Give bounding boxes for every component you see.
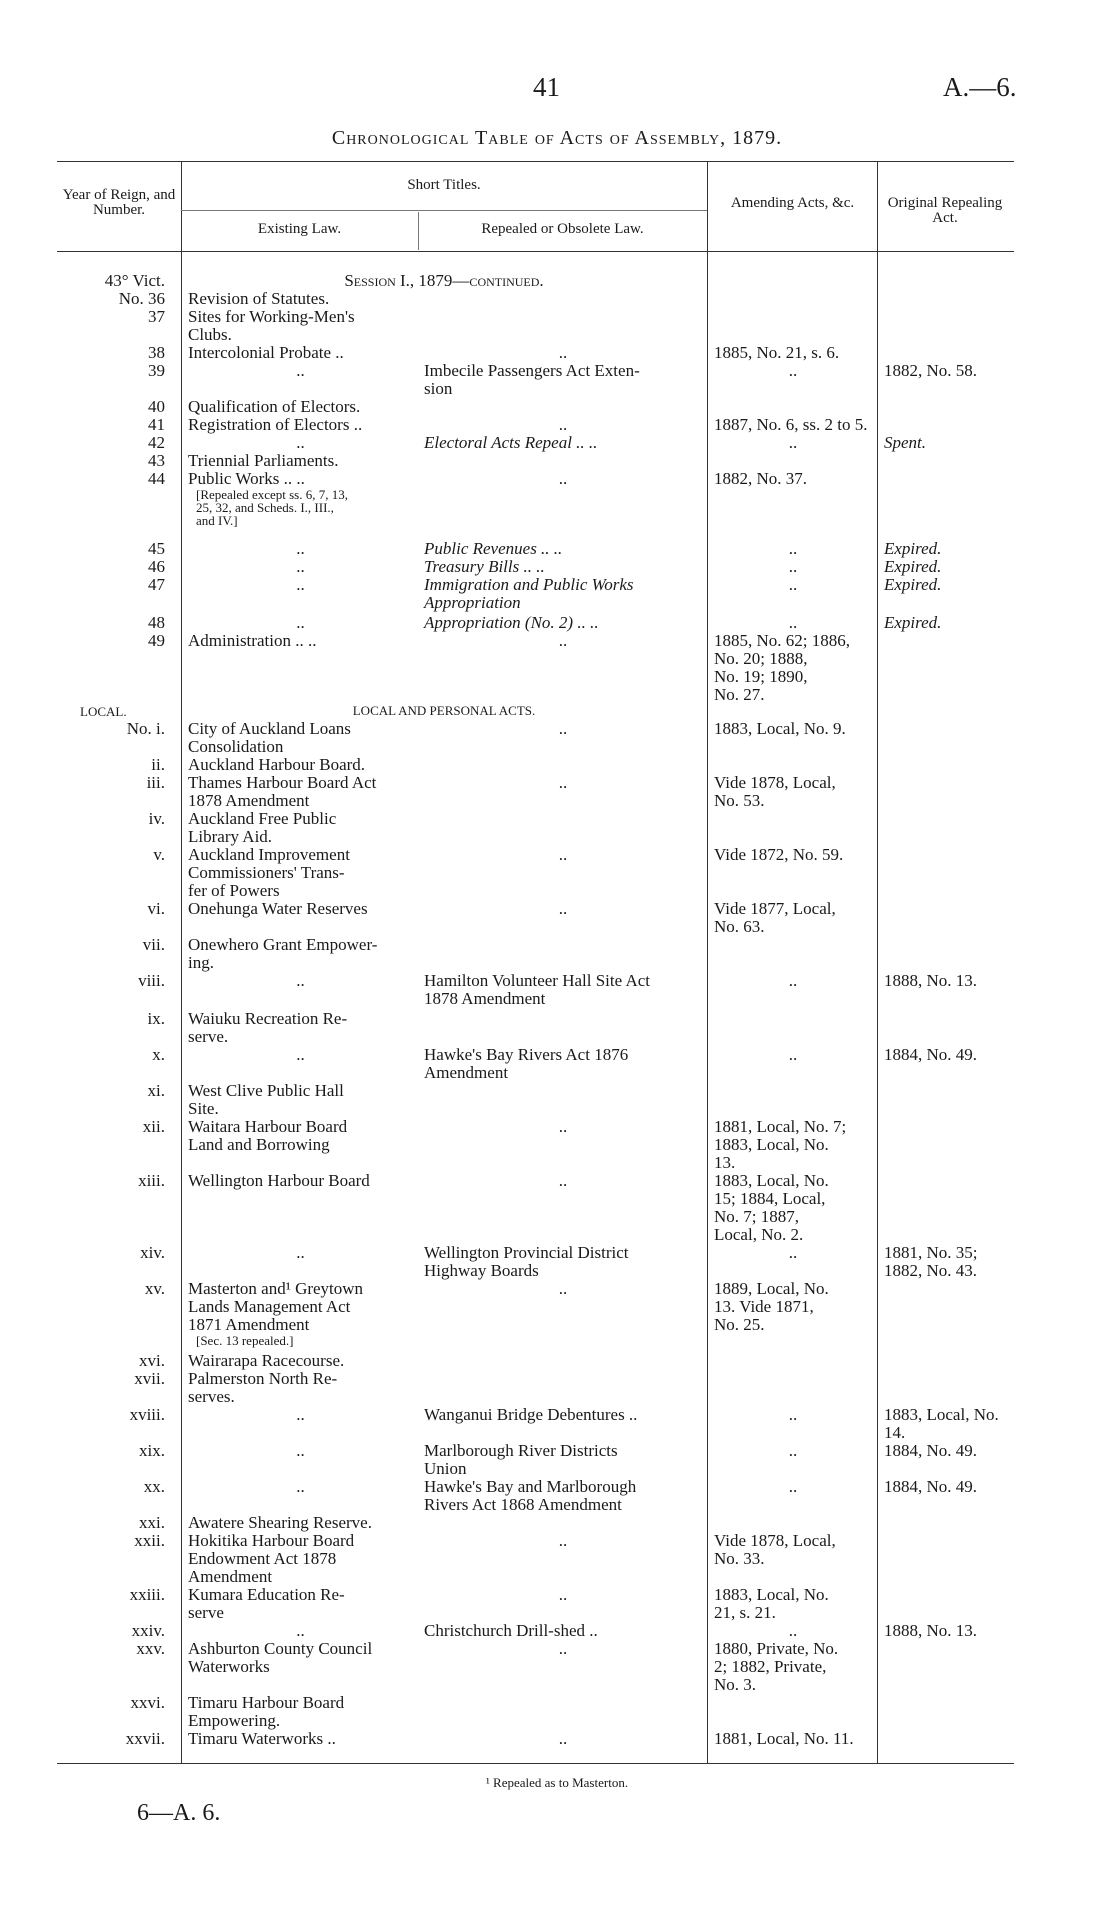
cell-am: 1880, Private, No. bbox=[714, 1639, 839, 1658]
cell-ex: Sites for Working-Men's bbox=[188, 307, 355, 326]
cell-ex: Kumara Education Re- bbox=[188, 1585, 345, 1604]
cell-no: xv. bbox=[144, 1279, 165, 1298]
cell-rep: Hawke's Bay Rivers Act 1876 bbox=[424, 1045, 629, 1064]
cell-ex: Awatere Shearing Reserve. bbox=[188, 1513, 372, 1532]
cell-am: 1883, Local, No. bbox=[714, 1171, 829, 1190]
cell-ex: Onehunga Water Reserves bbox=[188, 899, 368, 918]
cell-ex: Palmerston North Re- bbox=[188, 1369, 338, 1388]
cell-orig: 1882, No. 43. bbox=[884, 1261, 978, 1280]
cell-ex: West Clive Public Hall bbox=[188, 1081, 344, 1100]
cell-note: [Repealed except ss. 6, 7, 13, bbox=[196, 487, 348, 502]
cell-am: No. 33. bbox=[714, 1549, 765, 1568]
cell-ex: Library Aid. bbox=[188, 827, 273, 846]
cell-ex: .. bbox=[296, 971, 305, 990]
cell-note: 25, 32, and Scheds. I., III., bbox=[196, 500, 334, 515]
cell-am: .. bbox=[788, 1621, 798, 1640]
cell-ex: Wairarapa Racecourse. bbox=[188, 1351, 345, 1370]
column-divider bbox=[877, 161, 878, 1763]
cell-no: xxvi. bbox=[130, 1693, 165, 1712]
cell-am: .. bbox=[788, 1441, 798, 1460]
cell-am: 1883, Local, No. 9. bbox=[714, 719, 846, 738]
cell-ex: Onewhero Grant Empower- bbox=[188, 935, 378, 954]
cell-ex: .. bbox=[296, 1243, 305, 1262]
cell-ex: Intercolonial Probate .. bbox=[188, 343, 344, 362]
cell-rep: .. bbox=[558, 899, 568, 918]
cell-no: 47 bbox=[148, 575, 165, 594]
cell-rep: Amendment bbox=[424, 1063, 509, 1082]
cell-am: .. bbox=[788, 575, 798, 594]
footnote: ¹ Repealed as to Masterton. bbox=[485, 1775, 629, 1790]
cell-orig: 1882, No. 58. bbox=[884, 361, 978, 380]
cell-rep: Public Revenues .. .. bbox=[424, 539, 563, 558]
cell-ex: Empowering. bbox=[188, 1711, 281, 1730]
cell-orig: Expired. bbox=[884, 613, 942, 632]
cell-ex: Amendment bbox=[188, 1567, 273, 1586]
cell-rep: .. bbox=[558, 845, 568, 864]
cell-ex: .. bbox=[296, 1405, 305, 1424]
cell-am: .. bbox=[788, 613, 798, 632]
cell-no: iv. bbox=[148, 809, 165, 828]
cell-am: .. bbox=[788, 557, 798, 576]
page-number: 41 bbox=[533, 72, 560, 102]
cell-rep: .. bbox=[558, 1639, 568, 1658]
cell-am: Vide 1872, No. 59. bbox=[714, 845, 844, 864]
cell-ex: Waterworks bbox=[188, 1657, 270, 1676]
cell-am: 2; 1882, Private, bbox=[714, 1657, 827, 1676]
cell-am: .. bbox=[788, 539, 798, 558]
cell-ex: Site. bbox=[188, 1099, 219, 1118]
cell-am: .. bbox=[788, 1243, 798, 1262]
cell-orig: 1881, No. 35; bbox=[884, 1243, 978, 1262]
header-year: Year of Reign, and Number. bbox=[62, 187, 176, 218]
cell-no: xix. bbox=[139, 1441, 165, 1460]
cell-no: xxiii. bbox=[129, 1585, 165, 1604]
cell-ex: Auckland Improvement bbox=[188, 845, 350, 864]
cell-ex: Auckland Harbour Board. bbox=[188, 755, 366, 774]
cell-am: No. 63. bbox=[714, 917, 765, 936]
cell-no: No. 36 bbox=[118, 289, 165, 308]
cell-rep: .. bbox=[558, 343, 568, 362]
cell-rep: Appropriation bbox=[424, 593, 521, 612]
cell-no: xiv. bbox=[140, 1243, 165, 1262]
cell-am: Vide 1877, Local, bbox=[714, 899, 836, 918]
cell-am: 1889, Local, No. bbox=[714, 1279, 829, 1298]
cell-rep: Hamilton Volunteer Hall Site Act bbox=[424, 971, 651, 990]
cell-am: .. bbox=[788, 433, 798, 452]
cell-ex: Masterton and¹ Greytown bbox=[188, 1279, 364, 1298]
cell-ex: Clubs. bbox=[188, 325, 232, 344]
cell-no: xviii. bbox=[129, 1405, 165, 1424]
cell-ex: Timaru Harbour Board bbox=[188, 1693, 345, 1712]
cell-no: xxii. bbox=[134, 1531, 165, 1550]
cell-no: 49 bbox=[148, 631, 165, 650]
cell-ex: .. bbox=[296, 575, 305, 594]
document-reference: A.—6. bbox=[943, 72, 1017, 102]
cell-ex: .. bbox=[296, 433, 305, 452]
cell-no: v. bbox=[153, 845, 165, 864]
cell-ex: serves. bbox=[188, 1387, 235, 1406]
cell-no: xxiv. bbox=[131, 1621, 165, 1640]
cell-no: 42 bbox=[148, 433, 165, 452]
cell-no: xx. bbox=[143, 1477, 165, 1496]
cell-no: xii. bbox=[142, 1117, 165, 1136]
cell-orig: 1888, No. 13. bbox=[884, 971, 978, 990]
cell-ex: serve. bbox=[188, 1027, 229, 1046]
cell-no: vi. bbox=[147, 899, 165, 918]
cell-no: 48 bbox=[148, 613, 165, 632]
cell-am: .. bbox=[788, 361, 798, 380]
cell-am: 1881, Local, No. 7; bbox=[714, 1117, 847, 1136]
cell-ex: Waiuku Recreation Re- bbox=[188, 1009, 348, 1028]
header-short-titles: Short Titles. bbox=[407, 177, 481, 193]
page-title: Chronological Table of Acts of Assembly, 1879. bbox=[331, 127, 783, 149]
cell-rep: .. bbox=[558, 1117, 568, 1136]
cell-no: 38 bbox=[148, 343, 165, 362]
cell-am: No. 25. bbox=[714, 1315, 765, 1334]
cell-ex: Qualification of Electors. bbox=[188, 397, 361, 416]
column-divider bbox=[707, 161, 708, 1763]
cell-rep: Wellington Provincial District bbox=[424, 1243, 629, 1262]
cell-am: .. bbox=[788, 1405, 798, 1424]
cell-am: Vide 1878, Local, bbox=[714, 1531, 836, 1550]
cell-am: 21, s. 21. bbox=[714, 1603, 776, 1622]
cell-orig: Spent. bbox=[884, 433, 927, 452]
header-original: Original Repealing Act. bbox=[887, 195, 1003, 226]
cell-rep: .. bbox=[558, 415, 568, 434]
cell-ex: fer of Powers bbox=[188, 881, 280, 900]
cell-no: viii. bbox=[138, 971, 165, 990]
cell-rep: Hawke's Bay and Marlborough bbox=[424, 1477, 637, 1496]
cell-ex: Hokitika Harbour Board bbox=[188, 1531, 355, 1550]
cell-no: xvi. bbox=[139, 1351, 165, 1370]
cell-ex: .. bbox=[296, 1477, 305, 1496]
table-top-rule bbox=[57, 161, 1014, 162]
cell-rep: Appropriation (No. 2) .. .. bbox=[424, 613, 599, 632]
cell-ex: City of Auckland Loans bbox=[188, 719, 351, 738]
cell-am: No. 20; 1888, bbox=[714, 649, 808, 668]
cell-no: xi. bbox=[147, 1081, 165, 1100]
cell-rep: Treasury Bills .. .. bbox=[424, 557, 545, 576]
cell-ex: .. bbox=[296, 539, 305, 558]
table-bottom-rule bbox=[57, 1763, 1014, 1764]
cell-am: Local, No. 2. bbox=[714, 1225, 804, 1244]
cell-ex: Commissioners' Trans- bbox=[188, 863, 345, 882]
cell-am: 1883, Local, No. bbox=[714, 1135, 829, 1154]
cell-orig: 1884, No. 49. bbox=[884, 1045, 978, 1064]
cell-am: 1881, Local, No. 11. bbox=[714, 1729, 854, 1748]
cell-no: xxvii. bbox=[125, 1729, 165, 1748]
cell-am: No. 19; 1890, bbox=[714, 667, 808, 686]
cell-no: ix. bbox=[147, 1009, 165, 1028]
cell-am: 13. bbox=[714, 1153, 736, 1172]
header-repealed: Repealed or Obsolete Law. bbox=[481, 221, 644, 237]
cell-am: No. 27. bbox=[714, 685, 765, 704]
cell-note: and IV.] bbox=[196, 513, 238, 528]
cell-ex: Auckland Free Public bbox=[188, 809, 337, 828]
cell-no: 37 bbox=[148, 307, 165, 326]
cell-ex: 1878 Amendment bbox=[188, 791, 310, 810]
cell-ex: .. bbox=[296, 361, 305, 380]
cell-rep: Rivers Act 1868 Amendment bbox=[424, 1495, 622, 1514]
cell-am: 15; 1884, Local, bbox=[714, 1189, 826, 1208]
cell-rep: Highway Boards bbox=[424, 1261, 539, 1280]
cell-rep: .. bbox=[558, 719, 568, 738]
cell-no: 45 bbox=[148, 539, 165, 558]
cell-rep: Union bbox=[424, 1459, 467, 1478]
cell-rep: .. bbox=[558, 773, 568, 792]
cell-ex: .. bbox=[296, 613, 305, 632]
cell-rep: sion bbox=[424, 379, 453, 398]
cell-orig: 1884, No. 49. bbox=[884, 1477, 978, 1496]
cell-no: vii. bbox=[142, 935, 165, 954]
cell-am: No. 3. bbox=[714, 1675, 757, 1694]
cell-ex: ing. bbox=[188, 953, 214, 972]
cell-ex: Thames Harbour Board Act bbox=[188, 773, 377, 792]
cell-ex: .. bbox=[296, 557, 305, 576]
cell-am: 1885, No. 21, s. 6. bbox=[714, 343, 840, 362]
cell-no: xiii. bbox=[138, 1171, 165, 1190]
cell-am: 1882, No. 37. bbox=[714, 469, 808, 488]
cell-ex: Waitara Harbour Board bbox=[188, 1117, 348, 1136]
cell-am: 1883, Local, No. bbox=[714, 1585, 829, 1604]
cell-am: No. 7; 1887, bbox=[714, 1207, 799, 1226]
cell-orig: 1883, Local, No. bbox=[884, 1405, 999, 1424]
cell-ex: .. bbox=[296, 1441, 305, 1460]
signature-mark: 6—A. 6. bbox=[137, 1800, 221, 1826]
cell-rep: Christchurch Drill-shed .. bbox=[424, 1621, 598, 1640]
cell-ex: .. bbox=[296, 1621, 305, 1640]
cell-no: xvii. bbox=[134, 1369, 165, 1388]
cell-ex: Land and Borrowing bbox=[188, 1135, 330, 1154]
cell-no: 44 bbox=[148, 469, 165, 488]
cell-ex: .. bbox=[296, 1045, 305, 1064]
cell-no: 40 bbox=[148, 397, 165, 416]
cell-rep: Immigration and Public Works bbox=[424, 575, 634, 594]
local-label: LOCAL. bbox=[80, 704, 127, 719]
cell-am: .. bbox=[788, 1477, 798, 1496]
cell-orig: 14. bbox=[884, 1423, 906, 1442]
cell-orig: 1888, No. 13. bbox=[884, 1621, 978, 1640]
cell-rep: 1878 Amendment bbox=[424, 989, 546, 1008]
cell-am: No. 53. bbox=[714, 791, 765, 810]
cell-no: xxv. bbox=[136, 1639, 165, 1658]
cell-note: [Sec. 13 repealed.] bbox=[196, 1333, 294, 1348]
cell-ex: Timaru Waterworks .. bbox=[188, 1729, 336, 1748]
cell-ex: 1871 Amendment bbox=[188, 1315, 310, 1334]
cell-no: iii. bbox=[146, 773, 165, 792]
cell-no: 46 bbox=[148, 557, 165, 576]
cell-ex: Consolidation bbox=[188, 737, 284, 756]
cell-no: ii. bbox=[151, 755, 165, 774]
cell-orig: Expired. bbox=[884, 575, 942, 594]
cell-orig: Expired. bbox=[884, 557, 942, 576]
cell-no: 43 bbox=[148, 451, 165, 470]
cell-no: No. i. bbox=[126, 719, 165, 738]
cell-am: Vide 1878, Local, bbox=[714, 773, 836, 792]
cell-no: 43° Vict. bbox=[104, 271, 165, 290]
cell-ex: Triennial Parliaments. bbox=[188, 451, 339, 470]
header-bottom-rule bbox=[57, 251, 1014, 252]
cell-ex: Ashburton County Council bbox=[188, 1639, 373, 1658]
subheader-rule bbox=[181, 210, 707, 211]
cell-rep: .. bbox=[558, 1171, 568, 1190]
cell-orig: Expired. bbox=[884, 539, 942, 558]
cell-ex: Registration of Electors .. bbox=[188, 415, 363, 434]
cell-rep: .. bbox=[558, 1531, 568, 1550]
cell-orig: 1884, No. 49. bbox=[884, 1441, 978, 1460]
cell-no: 39 bbox=[148, 361, 165, 380]
cell-ex: serve bbox=[188, 1603, 224, 1622]
cell-ex: Wellington Harbour Board bbox=[188, 1171, 370, 1190]
cell-rep: Electoral Acts Repeal .. .. bbox=[424, 433, 598, 452]
cell-no: 41 bbox=[148, 415, 165, 434]
header-amending: Amending Acts, &c. bbox=[730, 195, 855, 211]
cell-no: x. bbox=[152, 1045, 165, 1064]
cell-am: 13. Vide 1871, bbox=[714, 1297, 814, 1316]
cell-rep: Marlborough River Districts bbox=[424, 1441, 618, 1460]
cell-am: 1887, No. 6, ss. 2 to 5. bbox=[714, 415, 868, 434]
column-divider bbox=[181, 161, 182, 1763]
cell-ex: Endowment Act 1878 bbox=[188, 1549, 337, 1568]
cell-no: xxi. bbox=[139, 1513, 165, 1532]
cell-rep: Wanganui Bridge Debentures .. bbox=[424, 1405, 638, 1424]
cell-ex: Revision of Statutes. bbox=[188, 289, 330, 308]
header-existing: Existing Law. bbox=[257, 221, 342, 237]
cell-am: .. bbox=[788, 971, 798, 990]
section-heading: LOCAL AND PERSONAL ACTS. bbox=[352, 703, 536, 718]
cell-rep: Imbecile Passengers Act Exten- bbox=[424, 361, 640, 380]
cell-ex: Lands Management Act bbox=[188, 1297, 351, 1316]
cell-rep: .. bbox=[558, 1729, 568, 1748]
cell-ex: Administration .. .. bbox=[188, 631, 317, 650]
cell-rep: .. bbox=[558, 631, 568, 650]
cell-rep: .. bbox=[558, 1279, 568, 1298]
cell-am: .. bbox=[788, 1045, 798, 1064]
cell-ex: Public Works .. .. bbox=[188, 469, 305, 488]
section-heading: Session I., 1879—continued. bbox=[344, 271, 544, 290]
cell-rep: .. bbox=[558, 469, 568, 488]
cell-rep: .. bbox=[558, 1585, 568, 1604]
cell-am: 1885, No. 62; 1886, bbox=[714, 631, 850, 650]
